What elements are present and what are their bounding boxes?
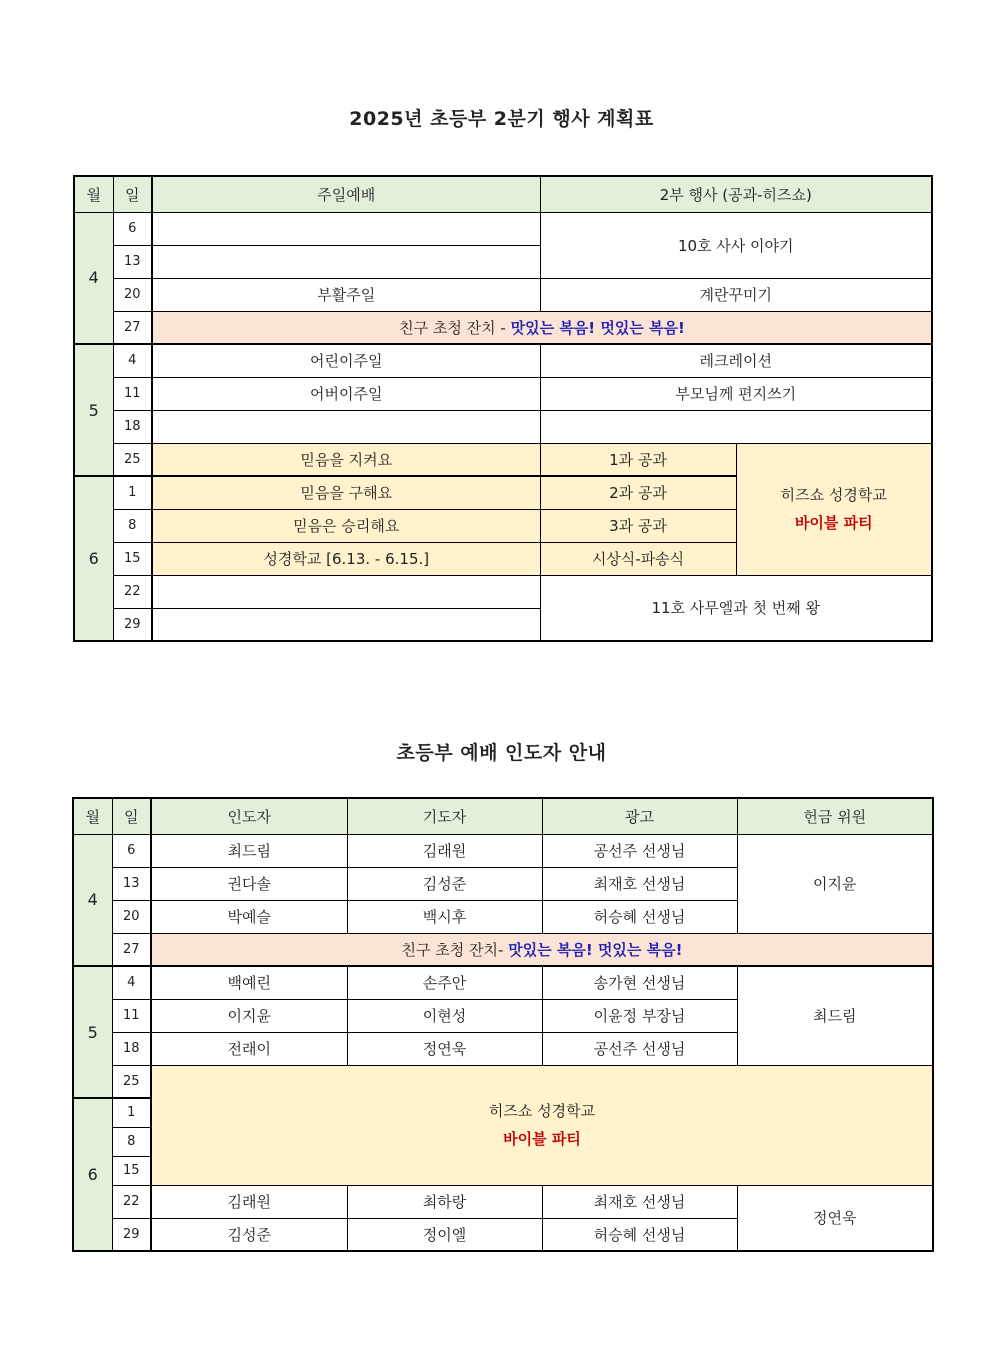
header-month: 월 [73, 798, 112, 834]
leader-cell: 최드림 [151, 834, 347, 867]
day-cell: 25 [113, 443, 152, 476]
day-cell: 8 [113, 509, 152, 542]
month-cell: 6 [74, 476, 113, 641]
offering-cell: 이지윤 [737, 834, 933, 933]
worship-cell: 부활주일 [152, 278, 540, 311]
month-cell: 4 [73, 834, 112, 966]
worship-cell: 믿음은 승리해요 [152, 509, 540, 542]
day-cell: 29 [113, 608, 152, 641]
event-plan-table [73, 175, 933, 642]
day-cell: 4 [112, 966, 151, 999]
header-event: 2부 행사 (공과-히즈쇼) [540, 176, 932, 212]
header-prayer: 기도자 [347, 798, 542, 834]
event-cell: 2과 공과 [540, 476, 736, 509]
day-cell: 1 [113, 476, 152, 509]
friend-invite-banner [151, 933, 933, 966]
event-cell [540, 410, 932, 443]
event-cell: 3과 공과 [540, 509, 736, 542]
month-cell: 4 [74, 212, 113, 344]
month-cell: 5 [73, 966, 112, 1098]
event-cell: 10호 사사 이야기 [540, 212, 932, 278]
leader-cell: 이지윤 [151, 999, 347, 1032]
worship-cell [152, 608, 540, 641]
his-show-label: 히즈쇼 성경학교 [780, 486, 887, 504]
day-cell: 20 [113, 278, 152, 311]
worship-cell [152, 212, 540, 245]
day-cell: 20 [112, 900, 151, 933]
header-notice: 광고 [542, 798, 737, 834]
bible-party-label: 바이블 파티 [794, 514, 873, 532]
notice-cell: 송가현 선생님 [542, 966, 737, 999]
prayer-cell: 이현성 [347, 999, 542, 1032]
prayer-cell: 정연욱 [347, 1032, 542, 1065]
day-cell: 25 [112, 1065, 151, 1098]
month-cell: 6 [73, 1098, 112, 1251]
plan-title: 2025년 초등부 2분기 행사 계획표 [349, 108, 654, 130]
leader-cell: 박예슬 [151, 900, 347, 933]
offering-cell: 최드림 [737, 966, 933, 1065]
prayer-cell: 손주안 [347, 966, 542, 999]
worship-cell: 어린이주일 [152, 344, 540, 377]
notice-cell: 이윤정 부장님 [542, 999, 737, 1032]
worship-cell: 믿음을 구해요 [152, 476, 540, 509]
prayer-cell: 백시후 [347, 900, 542, 933]
day-cell: 15 [113, 542, 152, 575]
day-cell: 27 [113, 311, 152, 344]
worship-cell [152, 410, 540, 443]
notice-cell: 공선주 선생님 [542, 834, 737, 867]
day-cell: 8 [112, 1127, 151, 1156]
banner-prefix: 친구 초청 잔치 - [399, 318, 511, 337]
event-cell: 부모님께 편지쓰기 [540, 377, 932, 410]
event-cell: 1과 공과 [540, 443, 736, 476]
day-cell: 1 [112, 1098, 151, 1127]
day-cell: 22 [112, 1185, 151, 1218]
header-day: 일 [113, 176, 152, 212]
event-cell: 레크레이션 [540, 344, 932, 377]
worship-cell: 성경학교 [6.13. - 6.15.] [152, 542, 540, 575]
notice-cell: 최재호 선생님 [542, 867, 737, 900]
leader-cell: 전래이 [151, 1032, 347, 1065]
day-cell: 4 [113, 344, 152, 377]
event-cell: 시상식-파송식 [540, 542, 736, 575]
worship-cell [152, 575, 540, 608]
header-worship: 주일예배 [152, 176, 540, 212]
prayer-cell: 정이엘 [347, 1218, 542, 1251]
worship-cell: 믿음을 지켜요 [152, 443, 540, 476]
prayer-cell: 김성준 [347, 867, 542, 900]
friend-invite-banner [152, 311, 932, 344]
leader-cell: 김래원 [151, 1185, 347, 1218]
event-cell: 11호 사무엘과 첫 번째 왕 [540, 575, 932, 641]
day-cell: 6 [112, 834, 151, 867]
leader-cell: 김성준 [151, 1218, 347, 1251]
worship-cell [152, 245, 540, 278]
month-cell: 5 [74, 344, 113, 476]
day-cell: 27 [112, 933, 151, 966]
header-day: 일 [112, 798, 151, 834]
header-offering: 헌금 위원 [737, 798, 933, 834]
banner-highlight: 맛있는 복음! 멋있는 복음! [508, 940, 683, 959]
day-cell: 13 [113, 245, 152, 278]
his-show-cell [736, 443, 932, 575]
notice-cell: 허승혜 선생님 [542, 900, 737, 933]
day-cell: 11 [113, 377, 152, 410]
worship-cell: 어버이주일 [152, 377, 540, 410]
day-cell: 22 [113, 575, 152, 608]
day-cell: 18 [113, 410, 152, 443]
prayer-cell: 최하랑 [347, 1185, 542, 1218]
leaders-table [72, 797, 934, 1252]
bible-camp-cell [151, 1065, 933, 1185]
leaders-title: 초등부 예배 인도자 안내 [396, 742, 607, 764]
day-cell: 13 [112, 867, 151, 900]
banner-highlight: 맛있는 복음! 멋있는 복음! [510, 318, 685, 337]
day-cell: 18 [112, 1032, 151, 1065]
notice-cell: 공선주 선생님 [542, 1032, 737, 1065]
day-cell: 11 [112, 999, 151, 1032]
day-cell: 15 [112, 1156, 151, 1185]
bible-party-label: 바이블 파티 [503, 1130, 581, 1148]
day-cell: 29 [112, 1218, 151, 1251]
day-cell: 6 [113, 212, 152, 245]
banner-prefix: 친구 초청 잔치- [401, 940, 509, 959]
his-show-label: 히즈쇼 성경학교 [488, 1102, 596, 1120]
leader-cell: 백예린 [151, 966, 347, 999]
prayer-cell: 김래원 [347, 834, 542, 867]
notice-cell: 허승혜 선생님 [542, 1218, 737, 1251]
leader-cell: 권다솔 [151, 867, 347, 900]
header-leader: 인도자 [151, 798, 347, 834]
notice-cell: 최재호 선생님 [542, 1185, 737, 1218]
offering-cell: 정연욱 [737, 1185, 933, 1251]
event-cell: 계란꾸미기 [540, 278, 932, 311]
header-month: 월 [74, 176, 113, 212]
